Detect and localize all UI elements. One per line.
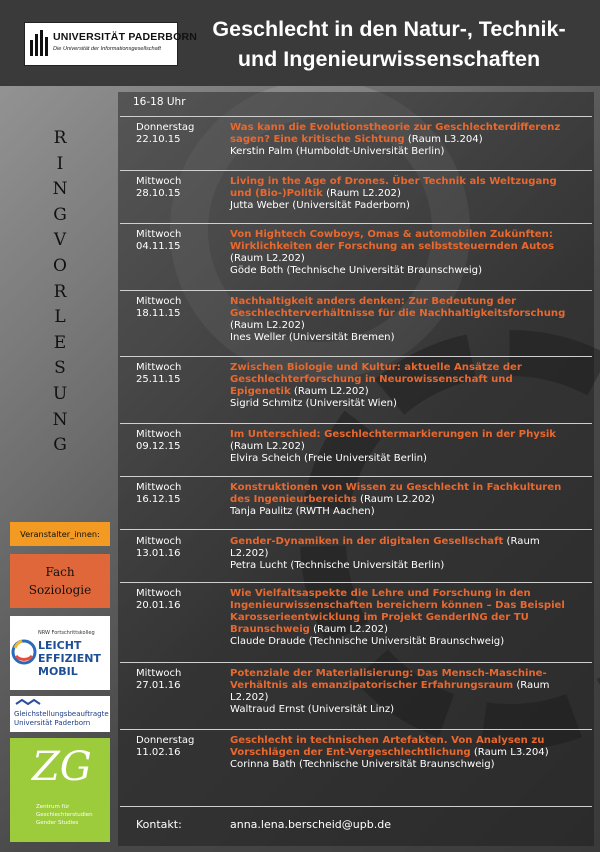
divider (120, 116, 592, 117)
nrw-word: LEICHT (38, 639, 82, 652)
event-title: Gender-Dynamiken in der digitalen Gesellschaft (230, 536, 504, 547)
divider (120, 582, 592, 583)
event-room: (Raum L2.202) (230, 253, 305, 264)
university-logo[interactable] (24, 22, 198, 66)
event-day: 18.11.15 (136, 308, 181, 319)
ring-letter: R (53, 281, 67, 302)
event-weekday: Mittwoch (136, 229, 182, 240)
event-weekday: Mittwoch (136, 536, 182, 547)
ringvorlesung-vertical-label (50, 128, 70, 461)
event-date (136, 735, 216, 759)
fach-soziologie-logo (10, 554, 110, 608)
event-day: 27.01.16 (136, 680, 181, 691)
divider (120, 476, 592, 477)
divider (120, 223, 592, 224)
event-day: 09.12.15 (136, 441, 181, 452)
event-body (230, 176, 576, 212)
event-title: Zwischen Biologie und Kultur: aktuelle Ansätze der Geschlechterforschung in Neurowissenschaft und Epigenetik (230, 362, 522, 397)
zg-line-3: Gender Studies (36, 820, 79, 826)
event-room: (Raum L3.204) (407, 134, 483, 145)
header-bar (0, 0, 600, 86)
event-title: Was kann die Evolutionstheorie zur Geschlechterdifferenz sagen? Eine kritische Sichtung (230, 122, 561, 145)
event-day: 25.11.15 (136, 374, 181, 385)
event-speaker: Petra Lucht (Technische Universität Berlin) (230, 560, 445, 571)
organizer-label: Veranstalter_innen: (10, 522, 110, 546)
event-weekday: Mittwoch (136, 429, 182, 440)
event-date (136, 122, 216, 146)
event-weekday: Mittwoch (136, 362, 182, 373)
event-body (230, 429, 576, 465)
event-weekday: Mittwoch (136, 176, 182, 187)
ring-letter: I (56, 153, 64, 174)
contact-email[interactable]: anna.lena.berscheid@upb.de (230, 818, 391, 831)
contact-row (120, 810, 592, 840)
event-room: (Raum L3.204) (473, 747, 549, 758)
title-line-2: und Ingenieurwissenschaften (237, 47, 541, 71)
event-day: 22.10.15 (136, 134, 181, 145)
event-title: Living in the Age of Drones. Über Technik als Weltzugang und (Bio-)Politik (230, 176, 557, 199)
event-day: 16.12.15 (136, 494, 181, 505)
event-speaker: Jutta Weber (Universität Paderborn) (230, 200, 410, 211)
title-line-1: Geschlecht in den Natur-, Technik- (212, 17, 566, 41)
event-body (230, 296, 576, 344)
event-weekday: Mittwoch (136, 588, 182, 599)
divider (120, 356, 592, 357)
nrw-subtitle: NRW Fortschrittskolleg (38, 630, 95, 636)
event-day: 11.02.16 (136, 747, 181, 758)
event-date (136, 229, 216, 253)
event-room: (Raum L2.202) (313, 624, 388, 635)
event-day: 13.01.16 (136, 548, 181, 559)
ring-letter: S (54, 358, 66, 379)
zg-line-1: Zentrum für (36, 804, 70, 810)
zg-line-2: Geschlechterstudien (36, 812, 93, 818)
event-speaker: Claude Draude (Technische Universität Braunschweig) (230, 636, 505, 647)
ring-letter: N (52, 179, 68, 200)
gsb-line-1: Gleichstellungsbeauftragte (14, 710, 109, 718)
divider (120, 806, 592, 807)
nrw-leicht-effizient-mobil-logo (10, 616, 110, 690)
zentrum-geschlechterstudien-logo (10, 738, 110, 842)
event-date (136, 482, 216, 506)
event-room: (Raum L2.202) (360, 494, 435, 505)
ring-letter: E (53, 332, 67, 353)
event-date (136, 536, 216, 560)
page-title (183, 14, 595, 74)
event-date (136, 176, 216, 200)
gsb-line-2: Universität Paderborn (14, 719, 91, 727)
event-room: (Raum L2.202) (230, 320, 305, 331)
event-weekday: Mittwoch (136, 482, 182, 493)
divider (120, 729, 592, 730)
divider (120, 423, 592, 424)
ring-letter: G (53, 204, 67, 225)
ring-letter: V (53, 230, 67, 251)
university-crest-icon (29, 28, 49, 58)
event-day: 20.01.16 (136, 600, 181, 611)
nrw-word: MOBIL (38, 665, 78, 678)
event-speaker: Kerstin Palm (Humboldt-Universität Berlin) (230, 146, 445, 157)
event-room: (Raum L2.202) (293, 386, 369, 397)
fach-name: Soziologie (28, 583, 92, 597)
event-title: Von Hightech Cowboys, Omas & automobilen Zukünften: Wirklichkeiten der Forschung an selbststeuernden Autos (230, 229, 555, 252)
event-body (230, 229, 576, 277)
event-speaker: Tanja Paulitz (RWTH Aachen) (230, 506, 375, 517)
event-room: (Raum L2.202) (230, 680, 550, 703)
ring-letter: R (53, 128, 67, 148)
ring-letter: N (52, 409, 68, 430)
ring-letter: U (52, 383, 68, 404)
event-date (136, 429, 216, 453)
event-weekday: Mittwoch (136, 668, 182, 679)
event-speaker: Elvira Scheich (Freie Universität Berlin) (230, 453, 427, 464)
event-room: (Raum L2.202) (326, 188, 401, 199)
event-title: Geschlecht in technischen Artefakten. Von Analysen zu Vorschlägen der Ent-Vergeschlechtlichung (230, 735, 545, 758)
event-speaker: Ines Weller (Universität Bremen) (230, 332, 395, 343)
event-body (230, 668, 576, 716)
event-room: (Raum L2.202) (230, 536, 540, 559)
event-title: Konstruktionen von Wissen zu Geschlecht in Fachkulturen des Ingenieurbereichs (230, 482, 562, 505)
event-weekday: Donnerstag (136, 122, 195, 133)
event-title: Potenziale der Materialisierung: Das Mensch-Maschine-Verhältnis als emanzipatorischer Erfahrungsraum (230, 668, 547, 691)
event-weekday: Mittwoch (136, 296, 182, 307)
contact-label: Kontakt: (136, 818, 182, 831)
nrw-word: EFFIZIENT (38, 652, 101, 665)
event-body (230, 588, 576, 648)
event-speaker: Waltraud Ernst (Universität Linz) (230, 704, 395, 715)
event-day: 04.11.15 (136, 241, 181, 252)
event-weekday: Donnerstag (136, 735, 195, 746)
event-speaker: Sigrid Schmitz (Universität Wien) (230, 398, 397, 409)
event-title: Nachhaltigkeit anders denken: Zur Bedeutung der Geschlechterverhältnisse für die Nachhaltigkeitsforschung (230, 296, 566, 319)
event-body (230, 735, 576, 771)
divider (120, 529, 592, 530)
event-date (136, 362, 216, 386)
event-body (230, 362, 576, 410)
event-room: (Raum L2.202) (230, 441, 305, 452)
zg-logo-mark: ZG (32, 744, 92, 790)
logo-name: UNIVERSITÄT PADERBORN (53, 31, 198, 43)
event-body (230, 122, 576, 158)
event-date (136, 296, 216, 320)
event-speaker: Göde Both (Technische Universität Braunschweig) (230, 265, 483, 276)
event-date (136, 668, 216, 692)
fach-label: Fach (45, 565, 75, 579)
logo-subtitle: Die Universität der Informationsgesellschaft (53, 46, 161, 52)
event-speaker: Corinna Bath (Technische Universität Braunschweig) (230, 759, 495, 770)
ring-letter: O (53, 255, 67, 276)
event-date (136, 588, 216, 612)
event-title: Wie Vielfaltsaspekte die Lehre und Forschung in den Ingenieurwissenschaften bereichern können – Das Beispiel Karosserieentwicklung im Projekt GenderING der TU Braunschweig (230, 588, 565, 635)
event-body (230, 482, 576, 518)
divider (120, 290, 592, 291)
event-day: 28.10.15 (136, 188, 181, 199)
event-title: Im Unterschied: Geschlechtermarkierungen in der Physik (230, 429, 557, 440)
event-body (230, 536, 576, 572)
ring-letter: G (53, 435, 67, 456)
gleichstellung-logo (10, 696, 110, 732)
ring-letter: L (54, 307, 66, 328)
divider (120, 662, 592, 663)
divider (120, 170, 592, 171)
time-label: 16-18 Uhr (133, 96, 186, 108)
